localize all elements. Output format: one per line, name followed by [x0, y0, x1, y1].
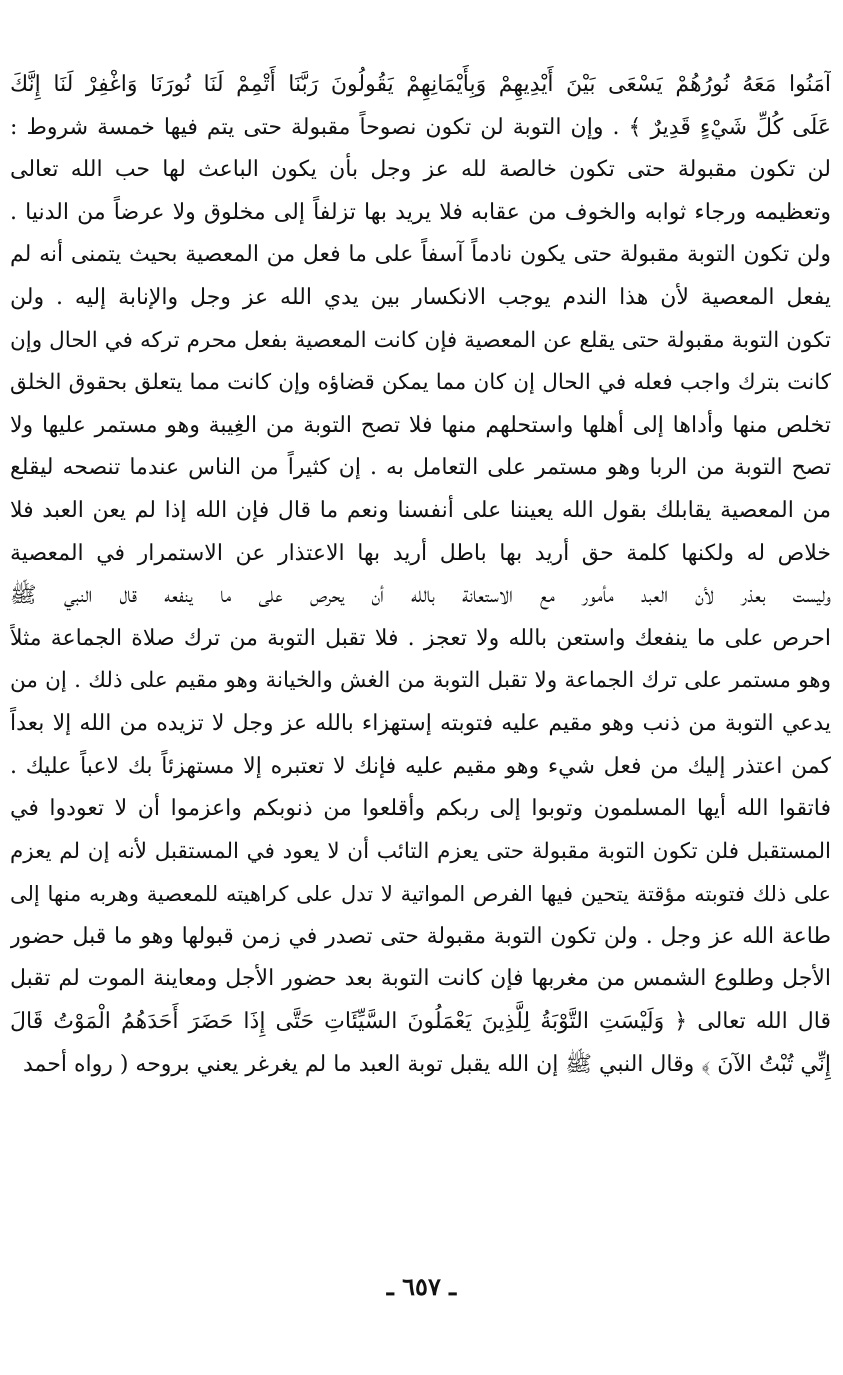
text-line: لن تكون مقبولة حتى تكون خالصة لله عز وجل بأن يكون الباعث لها حب الله تعالى [10, 157, 831, 183]
text-line: خلاص له ولكنها كلمة حق أريد بها باطل أريد بها الاعتذار عن الاستمرار في المعصية [10, 540, 831, 566]
text-line: إِنِّي تُبْتُ الآنَ ﴾ وقال النبي ﷺ إن الله يقبل توبة العبد ما لم يغرغر يعني بروحه ( رواه أحمد [22, 1051, 831, 1077]
text-line: وهو مستمر على ترك الجماعة ولا تقبل التوبة من الغش والخيانة وهو مقيم على ذلك . إن من [10, 668, 831, 694]
text-line: فاتقوا الله أيها المسلمون وتوبوا إلى ربكم وأقلعوا من ذنوبكم واعزموا أن لا تعودوا في [10, 796, 831, 822]
text-line: المستقبل فلن تكون التوبة مقبولة حتى يعزم التائب أن لا يعود في المستقبل لأنه إن لم يعزم [10, 838, 831, 864]
text-line: الأجل وطلوع الشمس من مغربها فإن كانت التوبة بعد حضور الأجل ومعاينة الموت لم تقبل [10, 966, 831, 992]
text-line: من المعصية يقابلك بقول الله يعيننا على أنفسنا ونعم ما قال فإن الله إذا لم يعن العبد فلا [10, 497, 831, 523]
text-line: تصح التوبة من الربا وهو مستمر على التعامل به . إن كثيراً من الناس عندما تنصحه ليقلع [10, 455, 831, 481]
text-line: كانت بترك واجب فعله في الحال إن كان مما يمكن قضاؤه وإن كانت مما يتعلق بحقوق الخلق [10, 370, 831, 396]
page-number: ـ ٦٥٧ ـ [386, 1272, 457, 1301]
body-text [10, 64, 831, 1086]
text-line: آمَنُوا مَعَهُ نُورُهُمْ يَسْعَى بَيْنَ أَيْدِيهِمْ وَبِأَيْمَانِهِمْ يَقُولُونَ رَبَّنَا أَتْمِمْ لَنَا نُورَنَا وَاغْفِرْ لَنَا إِنَّكَ [10, 72, 831, 97]
text-line: وليست بعذر لأن العبد مأمور مع الاستعانة بالله أن يحرص على ما ينفعه قال النبي ﷺ [10, 583, 831, 609]
text-line: وتعظيمه ورجاء ثوابه والخوف من عقابه فلا يريد بها تزلفاً إلى مخلوق ولا عرضاً من الدنيا . [10, 199, 831, 225]
text-line: يدعي التوبة من ذنب وهو مقيم عليه فتوبته إستهزاء بالله عز وجل لا تزيده من الله إلا بعداً [10, 710, 831, 736]
text-line: قال الله تعالى ﴿ وَلَيْسَتِ التَّوْبَةُ لِلَّذِينَ يَعْمَلُونَ السَّيِّئَاتِ حَتَّى إِذَا حَضَرَ أَحَدَهُمُ الْمَوْتُ قَالَ [10, 1009, 831, 1035]
text-line: ولن تكون التوبة مقبولة حتى يكون نادماً آسفاً على ما فعل من المعصية بحيث يتمنى أنه لم [10, 242, 831, 268]
text-line: يفعل المعصية لأن هذا الندم يوجب الانكسار بين يدي الله عز وجل والإنابة إليه . ولن [10, 284, 831, 310]
text-line: طاعة الله عز وجل . ولن تكون التوبة مقبولة حتى تصدر في زمن قبولها وهو ما قبل حضور [10, 923, 831, 949]
text-line: عَلَى كُلِّ شَيْءٍ قَدِيرٌ ﴾ . وإن التوبة لن تكون نصوحاً مقبولة حتى يتم فيها خمسة شروط : [10, 114, 831, 140]
text-line: كمن اعتذر إليك من فعل شيء وهو مقيم عليه فإنك لا تعتبره إلا مستهزئاً بك لاعباً عليك . [10, 753, 831, 779]
text-line: احرص على ما ينفعك واستعن بالله ولا تعجز . فلا تقبل التوبة من ترك صلاة الجماعة مثلاً [10, 625, 831, 651]
text-line: تخلص منها وأداها إلى أهلها واستحلهم منها فلا تصح التوبة من الغِيبة وهو مستمر عليها ولا [10, 412, 831, 438]
text-line: تكون التوبة مقبولة حتى يقلع عن المعصية فإن كانت المعصية بفعل محرم تركه في الحال وإن [10, 327, 831, 353]
text-line: على ذلك فتوبته مؤقتة يتحين فيها الفرص المواتية لا تدل على كراهيته للمعصية وهربه منها إلى [10, 882, 831, 907]
